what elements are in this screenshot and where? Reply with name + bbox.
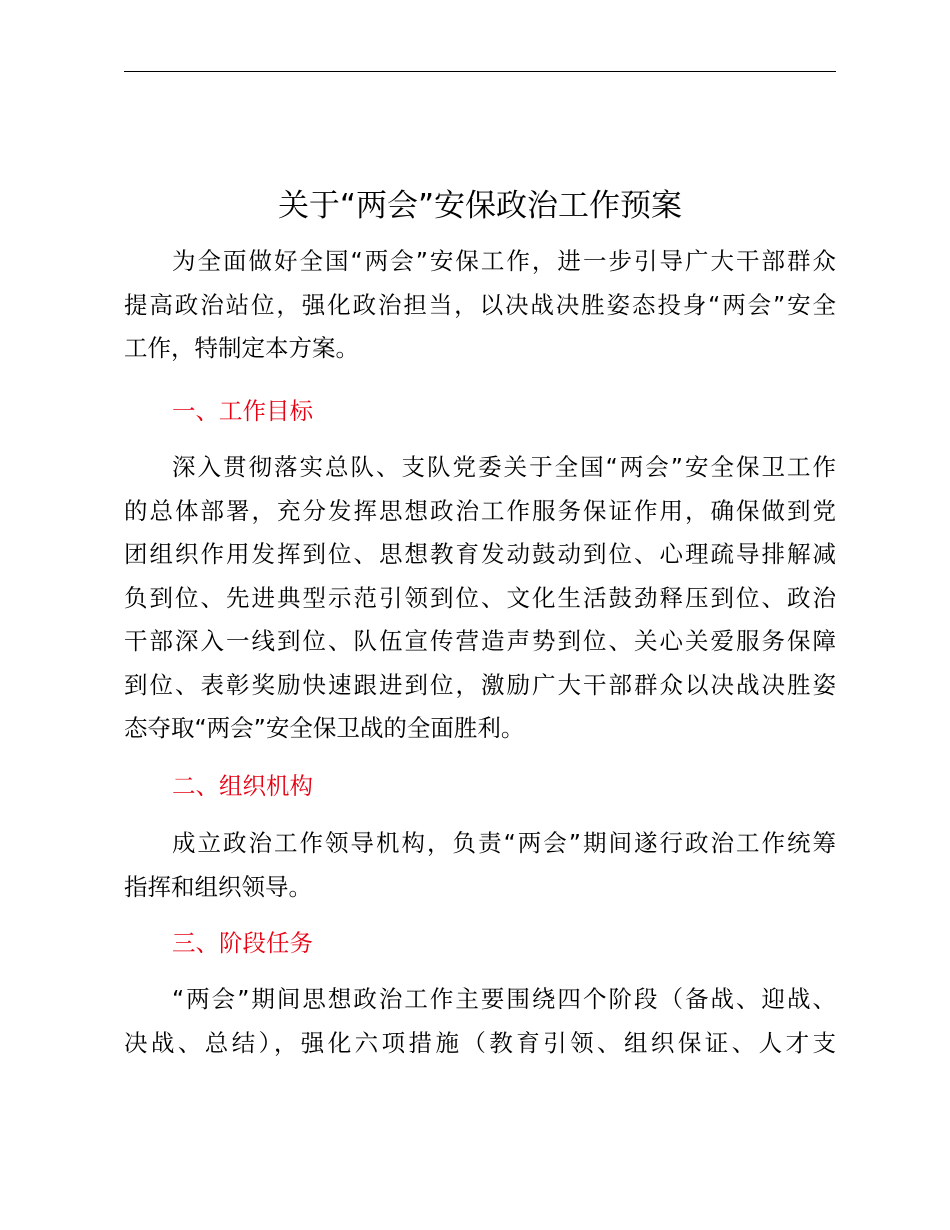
document-title: 关于“两会”安保政治工作预案: [277, 188, 683, 224]
paragraph-line: 的总体部署，充分发挥思想政治工作服务保证作用，确保做到党: [124, 496, 836, 525]
paragraph-line: 提高政治站位，强化政治担当，以决战决胜姿态投身“两会”安全: [124, 290, 836, 319]
paragraph-line: 负到位、先进典型示范引领到位、文化生活鼓劲释压到位、政治: [124, 583, 836, 612]
intro-paragraph: [124, 240, 836, 371]
paragraph-line: 指挥和组织领导。: [124, 872, 312, 901]
section-paragraph-organization: [124, 822, 836, 909]
paragraph-line: “两会”期间思想政治工作主要围绕四个阶段（备战、迎战、: [172, 985, 836, 1013]
section-heading-organization: 二、组织机构: [172, 772, 313, 800]
section-heading-stage-tasks: 三、阶段任务: [172, 929, 313, 957]
paragraph-line: 为全面做好全国“两会”安保工作，进一步引导广大干部群众: [172, 247, 836, 275]
paragraph-line: 到位、表彰奖励快速跟进到位，激励广大干部群众以决战决胜姿: [124, 670, 836, 699]
section-paragraph-stage-tasks: [124, 978, 836, 1065]
paragraph-line: 团组织作用发挥到位、思想教育发动鼓动到位、心理疏导排解减: [124, 540, 836, 568]
header-rule: [124, 71, 836, 72]
section-paragraph-goals: [124, 446, 836, 751]
paragraph-line: 态夺取“两会”安全保卫战的全面胜利。: [124, 714, 525, 742]
paragraph-line: 工作，特制定本方案。: [124, 334, 359, 362]
paragraph-line: 决战、总结），强化六项措施（教育引领、组织保证、人才支: [124, 1028, 836, 1057]
paragraph-line: 深入贯彻落实总队、支队党委关于全国“两会”安全保卫工作: [172, 453, 836, 481]
section-heading-goals: 一、工作目标: [172, 397, 313, 425]
paragraph-line: 干部深入一线到位、队伍宣传营造声势到位、关心关爱服务保障: [124, 627, 836, 655]
paragraph-line: 成立政治工作领导机构，负责“两会”期间遂行政治工作统筹: [172, 829, 836, 857]
